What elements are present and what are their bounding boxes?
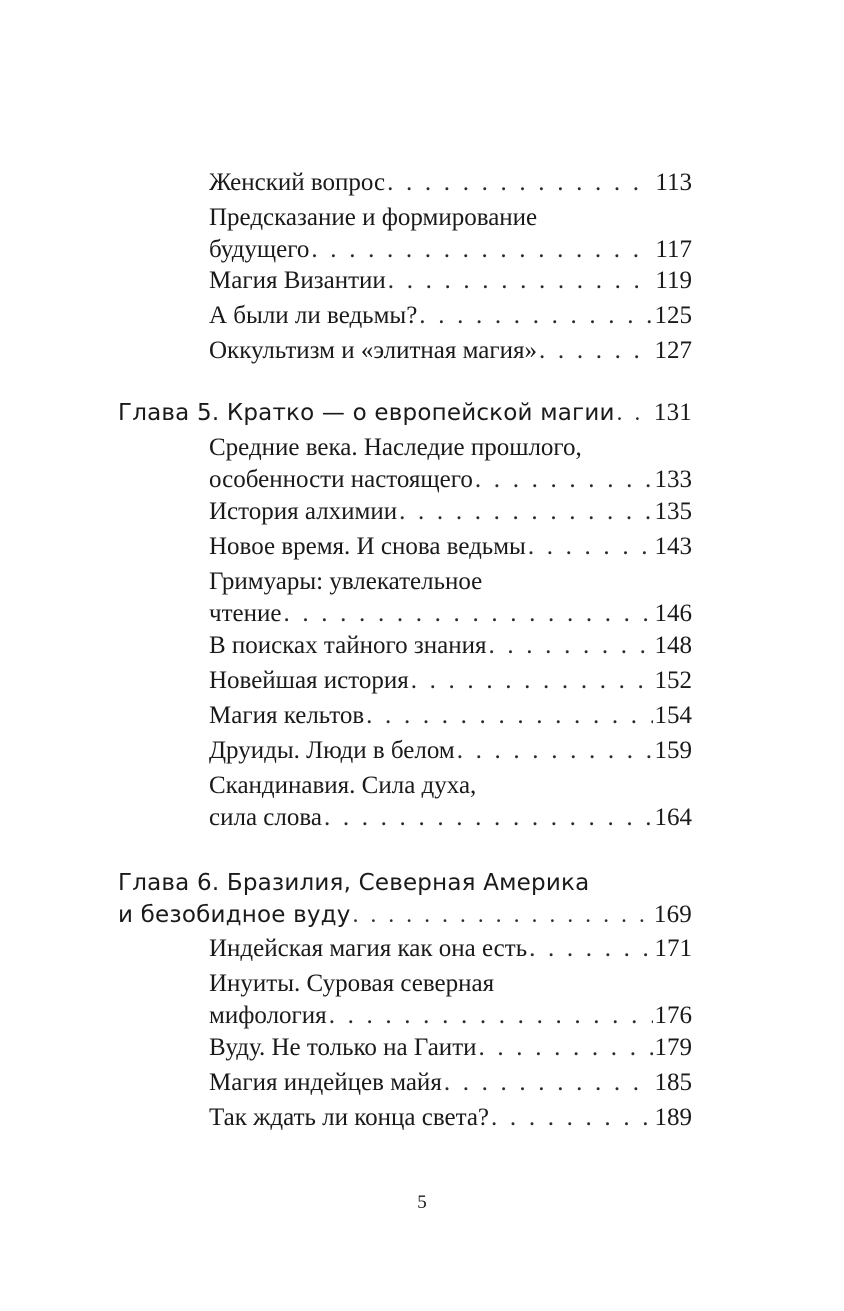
dot-leader bbox=[479, 1032, 653, 1064]
toc-page-number: 185 bbox=[654, 1069, 692, 1096]
toc-entry bbox=[209, 700, 692, 732]
toc-page-number: 169 bbox=[653, 901, 692, 928]
toc-page-number: 117 bbox=[655, 236, 692, 263]
toc-page-number: 131 bbox=[653, 399, 692, 426]
toc-page-number: 189 bbox=[654, 1104, 692, 1131]
toc-entry-title: В поисках тайного знания bbox=[209, 632, 487, 659]
toc-entry-title: Магия кельтов bbox=[209, 702, 365, 729]
dot-leader bbox=[283, 598, 652, 630]
toc-entry-title: Так ждать ли конца света? bbox=[209, 1104, 490, 1131]
dot-leader bbox=[311, 234, 653, 266]
toc-entry bbox=[209, 735, 692, 767]
chapter-title: и безобидное вуду bbox=[118, 902, 351, 928]
dot-leader bbox=[353, 899, 652, 931]
dot-leader bbox=[529, 933, 652, 965]
toc-entry-title: Магия индейцев майя bbox=[209, 1069, 442, 1096]
toc-entry bbox=[209, 432, 692, 496]
dot-leader bbox=[399, 496, 652, 528]
toc-entry-title-first-line: Гримуары: увлекательное bbox=[209, 568, 483, 595]
toc-page-number: 179 bbox=[654, 1034, 692, 1061]
dot-leader bbox=[457, 735, 653, 767]
toc-entry-title: Оккультизм и «элитная магия» bbox=[209, 337, 538, 364]
toc-entry-title: Магия Византии bbox=[209, 267, 386, 294]
toc-entry bbox=[209, 566, 692, 630]
chapter-title-first-line: Глава 6. Бразилия, Северная Америка bbox=[118, 870, 590, 896]
toc-entry bbox=[209, 202, 692, 266]
toc-entry bbox=[209, 335, 692, 367]
toc-page-number: 119 bbox=[655, 267, 692, 294]
toc-page-number: 176 bbox=[654, 1002, 692, 1029]
toc-entry-title: мифология bbox=[209, 1002, 327, 1029]
toc-entry-title: Новое время. И снова ведьмы bbox=[209, 533, 526, 560]
chapter-heading bbox=[118, 397, 692, 429]
page-number: 5 bbox=[417, 1192, 427, 1213]
toc-page-number: 152 bbox=[654, 667, 692, 694]
toc-entry bbox=[209, 1032, 692, 1064]
chapter-title: Глава 5. Кратко — о европейской магии bbox=[118, 400, 615, 426]
dot-leader bbox=[617, 397, 652, 429]
toc-entry bbox=[209, 1102, 692, 1134]
toc-entry bbox=[209, 531, 692, 563]
toc-entry bbox=[209, 933, 692, 965]
toc-page-number: 135 bbox=[654, 498, 692, 525]
dot-leader bbox=[419, 300, 652, 332]
toc-entry bbox=[209, 665, 692, 697]
toc-entry-title-first-line: Предсказание и формирование bbox=[209, 204, 538, 231]
dot-leader bbox=[475, 464, 653, 496]
toc-entry-title-first-line: Инуиты. Суровая северная bbox=[209, 970, 495, 997]
toc-entry-title-first-line: Скандинавия. Сила духа, bbox=[209, 772, 477, 799]
dot-leader bbox=[444, 1067, 653, 1099]
chapter-heading bbox=[118, 867, 692, 931]
dot-leader bbox=[488, 630, 652, 662]
toc-entry bbox=[209, 496, 692, 528]
toc-entry-title: Индейская магия как она есть bbox=[209, 935, 528, 962]
toc-entry-title: Женский вопрос bbox=[209, 169, 386, 196]
toc-page-number: 171 bbox=[654, 935, 692, 962]
toc-page-number: 146 bbox=[654, 600, 692, 627]
toc-entry-title: будущего bbox=[209, 236, 310, 263]
toc-page-number: 127 bbox=[654, 337, 692, 364]
toc-entry-title: Друиды. Люди в белом bbox=[209, 737, 455, 764]
dot-leader bbox=[388, 265, 654, 297]
dot-leader bbox=[528, 531, 653, 563]
toc-page-number: 133 bbox=[654, 466, 692, 493]
toc-page-number: 143 bbox=[654, 533, 692, 560]
toc-entry-title: Вуду. Не только на Гаити bbox=[209, 1034, 477, 1061]
toc-entry-title: чтение bbox=[209, 600, 282, 627]
toc-entry bbox=[209, 630, 692, 662]
dot-leader bbox=[366, 700, 652, 732]
dot-leader bbox=[324, 802, 653, 834]
toc-page-number: 113 bbox=[655, 169, 692, 196]
toc-entry bbox=[209, 968, 692, 1032]
toc-page-number: 154 bbox=[654, 702, 692, 729]
toc-page-number: 159 bbox=[654, 737, 692, 764]
toc-page-number: 148 bbox=[654, 632, 692, 659]
toc-entry-title-first-line: Средние века. Наследие прошлого, bbox=[209, 434, 582, 461]
dot-leader bbox=[411, 665, 653, 697]
dot-leader bbox=[539, 335, 652, 367]
toc-entry bbox=[209, 167, 692, 199]
toc-entry-title: особенности настоящего bbox=[209, 466, 473, 493]
toc-entry bbox=[209, 265, 692, 297]
toc-entry-title: сила слова bbox=[209, 804, 322, 831]
toc-page-number: 164 bbox=[654, 804, 692, 831]
dot-leader bbox=[387, 167, 653, 199]
toc-entry bbox=[209, 300, 692, 332]
dot-leader bbox=[491, 1102, 652, 1134]
toc-entry bbox=[209, 1067, 692, 1099]
dot-leader bbox=[329, 1000, 653, 1032]
toc-entry bbox=[209, 770, 692, 834]
toc-page-number: 125 bbox=[654, 302, 692, 329]
toc-entry-title: История алхимии bbox=[209, 498, 398, 525]
toc-entry-title: Новейшая история bbox=[209, 667, 409, 694]
toc-entry-title: А были ли ведьмы? bbox=[209, 302, 418, 329]
